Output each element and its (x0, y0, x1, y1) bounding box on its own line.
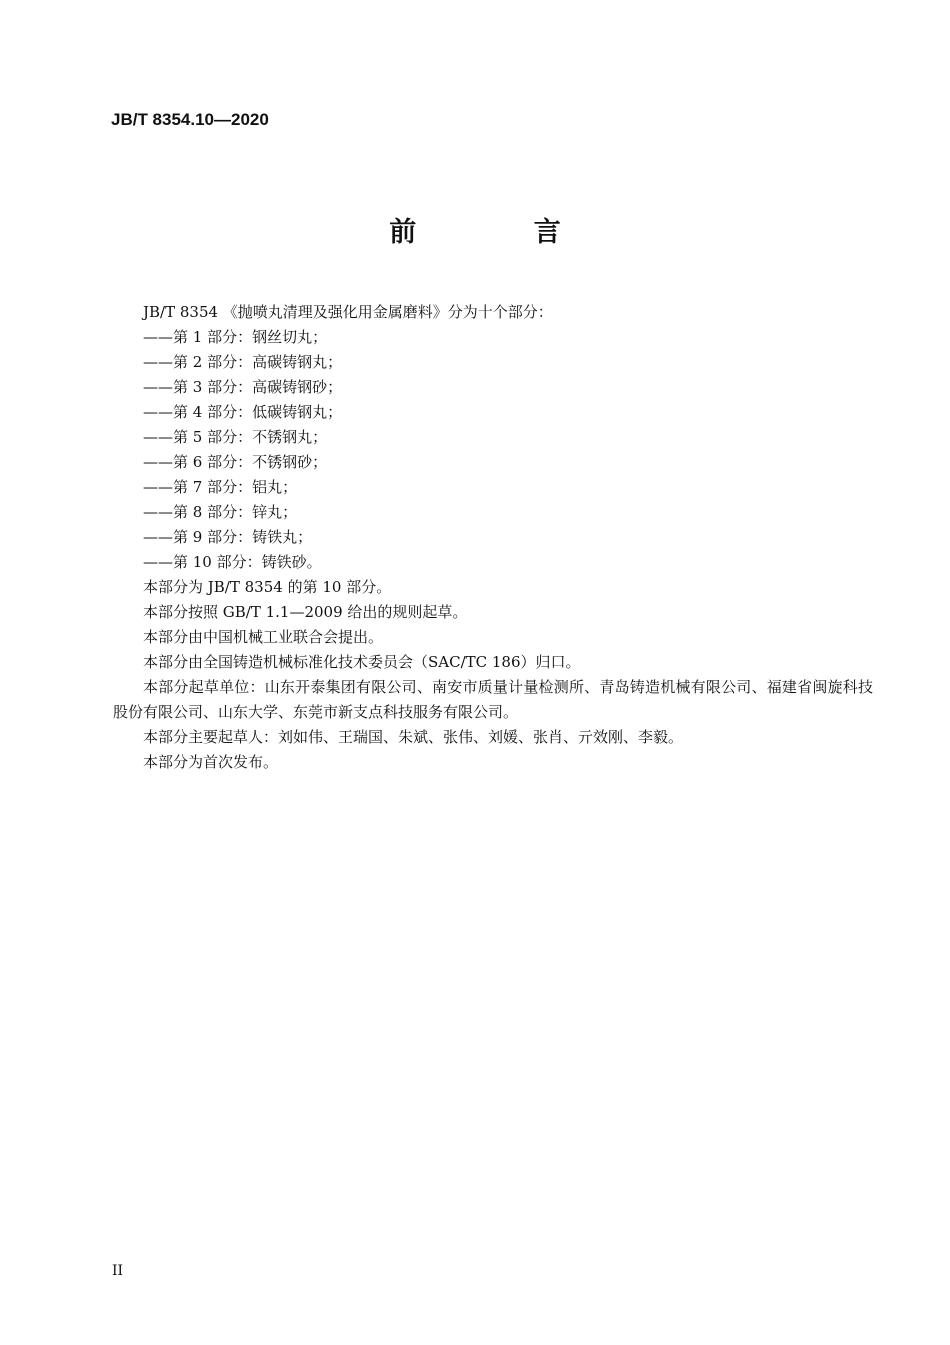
list-item-part-3: ——第 3 部分：高碳铸钢砂； (143, 378, 343, 396)
list-item-part-1: ——第 1 部分：钢丝切丸； (143, 328, 328, 346)
standard-code: JB/T 8354.10—2020 (111, 110, 269, 129)
list-item-part-8: ——第 8 部分：锌丸； (143, 503, 298, 521)
paragraph-drafters: 本部分主要起草人：刘如伟、王瑞国、朱斌、张伟、刘媛、张肖、亓效刚、李毅。 (143, 728, 684, 746)
page-number: II (112, 1263, 124, 1279)
list-item-part-9: ——第 9 部分：铸铁丸； (143, 528, 313, 546)
list-item-part-6: ——第 6 部分：不锈钢砂； (143, 453, 328, 471)
paragraph-committee: 本部分由全国铸造机械标准化技术委员会（SAC/TC 186）归口。 (143, 653, 581, 671)
page-title: 前 言 (389, 217, 615, 248)
foreword-body (113, 300, 873, 775)
paragraph-drafting-units: 本部分起草单位：山东开泰集团有限公司、南安市质量计量检测所、青岛铸造机械有限公司、福建省闽旋科技股份有限公司、山东大学、东莞市新支点科技服务有限公司。 (113, 678, 873, 721)
list-item-part-2: ——第 2 部分：高碳铸钢丸； (143, 353, 343, 371)
paragraph-drafting-rules: 本部分按照 GB/T 1.1—2009 给出的规则起草。 (143, 603, 468, 621)
list-item-part-5: ——第 5 部分：不锈钢丸； (143, 428, 328, 446)
paragraph-part-statement: 本部分为 JB/T 8354 的第 10 部分。 (143, 578, 392, 596)
list-item-part-7: ——第 7 部分：铝丸； (143, 478, 298, 496)
list-item-part-4: ——第 4 部分：低碳铸钢丸； (143, 403, 343, 421)
paragraph-proposer: 本部分由中国机械工业联合会提出。 (143, 628, 384, 646)
paragraph-intro: JB/T 8354 《抛喷丸清理及强化用金属磨料》分为十个部分： (143, 303, 553, 321)
paragraph-first-release: 本部分为首次发布。 (143, 753, 279, 771)
list-item-part-10: ——第 10 部分：铸铁砂。 (143, 553, 322, 571)
